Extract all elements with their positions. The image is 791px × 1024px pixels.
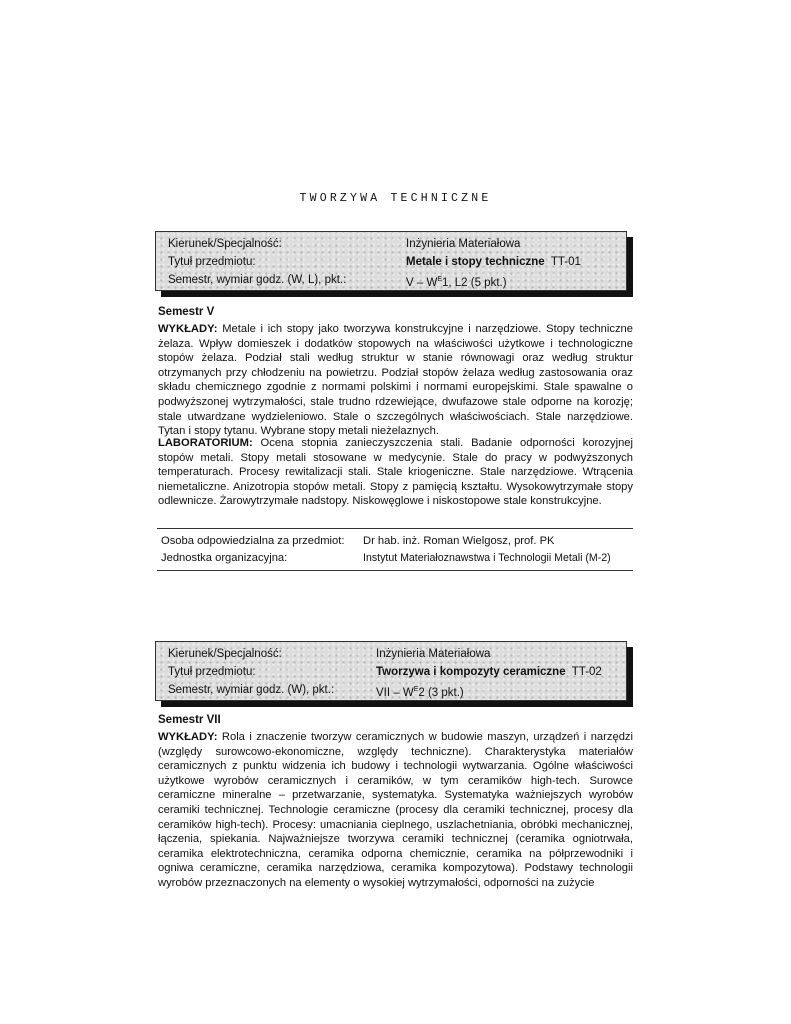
lectures-text: Rola i znaczenie tworzyw ceramicznych w budowie maszyn, urządzeń i narzędzi (względy surowcowo-ekonomiczne, względy techniczne). Charakterystyka materiałów ceramicznych z punktu widzenia ich budowy i technologii wytwarzania. Ogólne właściwości użytkowe wyrobów ceramicznych i ceramików, w tym ceramików high-tech. Surowce ceramiczne mineralne – przetwarzanie, systematyka. Systematyka ważniejszych wyrobów ceramiki technicznej. Technologie ceramiczne (procesy dla ceramiki technicznej, procesy dla ceramików high-tech). Procesy: umacniania cieplnego, uszlachetniania, obróbki mechanicznej, łączenia, spiekania. Najważniejsze tworzywa ceramiki technicznej (ceramika ogniotrwała, ceramika elektrotechniczna, ceramika odporna chemicznie, ceramika na półprzewodniki i ogniwa ceramiczne, ceramika narzędziowa, ceramika kompozytowa). Podstawy technologii wyrobów przeznaczonych na elementy o wysokiej wytrzymałości, odporności na zużycie xyxy=(158,731,634,889)
course-code: TT-02 xyxy=(571,666,602,678)
lectures-label: WYKŁADY: xyxy=(158,731,218,743)
lab-label: LABORATORIUM: xyxy=(158,437,253,449)
info-row-tytul xyxy=(156,663,626,681)
value-tytul xyxy=(406,253,581,271)
value-tytul xyxy=(376,663,602,681)
course-info-box-tt01 xyxy=(155,231,627,291)
lectures-paragraph xyxy=(158,730,633,891)
semester-heading: Semestr V xyxy=(158,306,215,318)
label-semestr: Semestr, wymiar godz. (W, L), pkt.: xyxy=(168,274,347,286)
info-row-semestr xyxy=(156,681,626,699)
course-code: TT-01 xyxy=(550,256,581,268)
value-kierunek: Inżynieria Materiałowa xyxy=(376,648,491,660)
lectures-text: Metale i ich stopy jako tworzywa konstrukcyjne i narzędziowe. Stopy techniczne żelaza. Wpływ domieszek i dodatków stopowych na właściwości użytkowe i technologiczne stopów żelaza. Podział stali według struktur w stanie równowagi oraz według struktur otrzymanych przy chłodzeniu na powietrzu. Podział stopów żelaza według zastosowania oraz składu chemicznego zgodnie z normami polskimi i normami europejskimi. Stale spawalne o podwyższonej wytrzymałości, stale trudno rdzewiejące, dwufazowe stale odporne na korozję; stale utwardzane wydzieleniowo. Stale o szczególnych właściwościach. Stale narzędziowe. Tytan i stopy tytanu. Wybrane stopy metali nieżelaznych. xyxy=(158,323,633,438)
value-semestr xyxy=(376,681,464,702)
value-kierunek: Inżynieria Materiałowa xyxy=(406,238,521,250)
lab-paragraph xyxy=(158,436,633,509)
info-row-semestr xyxy=(156,271,626,289)
semester-heading: Semestr VII xyxy=(158,714,221,726)
lectures-label: WYKŁADY: xyxy=(158,323,218,335)
info-row-tytul xyxy=(156,253,626,271)
semestr-pre: VII – W xyxy=(376,686,414,699)
semestr-pre: V – W xyxy=(406,276,438,289)
value-semestr xyxy=(406,271,507,292)
semestr-post: 2 (3 pkt.) xyxy=(418,686,464,699)
responsible-row xyxy=(157,533,633,550)
responsible-label: Osoba odpowiedzialna za przedmiot: xyxy=(161,535,345,547)
section-title: TWORZYWA TECHNICZNE xyxy=(299,192,492,205)
semestr-sup: E xyxy=(413,686,419,693)
course-title: Tworzywa i kompozyty ceramiczne xyxy=(376,666,566,678)
label-tytul: Tytuł przedmiotu: xyxy=(168,256,256,268)
info-row-kierunek xyxy=(156,645,626,663)
unit-row xyxy=(157,550,633,567)
course-title: Metale i stopy techniczne xyxy=(406,256,545,268)
label-kierunek: Kierunek/Specjalność: xyxy=(168,648,282,660)
responsible-person: Dr hab. inż. Roman Wielgosz, prof. PK xyxy=(363,535,555,547)
lectures-paragraph xyxy=(158,322,633,439)
unit-name: Instytut Materiałoznawstwa i Technologii Metali (M-2) xyxy=(363,552,611,564)
info-row-kierunek xyxy=(156,235,626,253)
responsibility-table xyxy=(157,528,633,571)
label-semestr: Semestr, wymiar godz. (W), pkt.: xyxy=(168,684,335,696)
semestr-sup: E xyxy=(437,276,442,283)
course-info-box-tt02 xyxy=(155,641,627,701)
unit-label: Jednostka organizacyjna: xyxy=(161,552,288,564)
lab-text: Ocena stopnia zanieczyszczenia stali. Badanie odporności korozyjnej stopów metali. Stopy metali stosowane w medycynie. Stale do pracy w podwyższonych temperaturach. Procesy rewitalizacji stali. Stale kriogeniczne. Stale narzędziowe. Wtrącenia niemetaliczne. Anizotropia stopów metali. Stopy z pamięcią kształtu. Wysokowytrzymałe stopy odlewnicze. Żarowytrzymałe nadstopy. Niskowęglowe i niskostopowe stale konstrukcyjne. xyxy=(158,437,633,508)
semestr-post: 1, L2 (5 pkt.) xyxy=(441,276,507,289)
label-kierunek: Kierunek/Specjalność: xyxy=(168,238,282,250)
label-tytul: Tytuł przedmiotu: xyxy=(168,666,256,678)
